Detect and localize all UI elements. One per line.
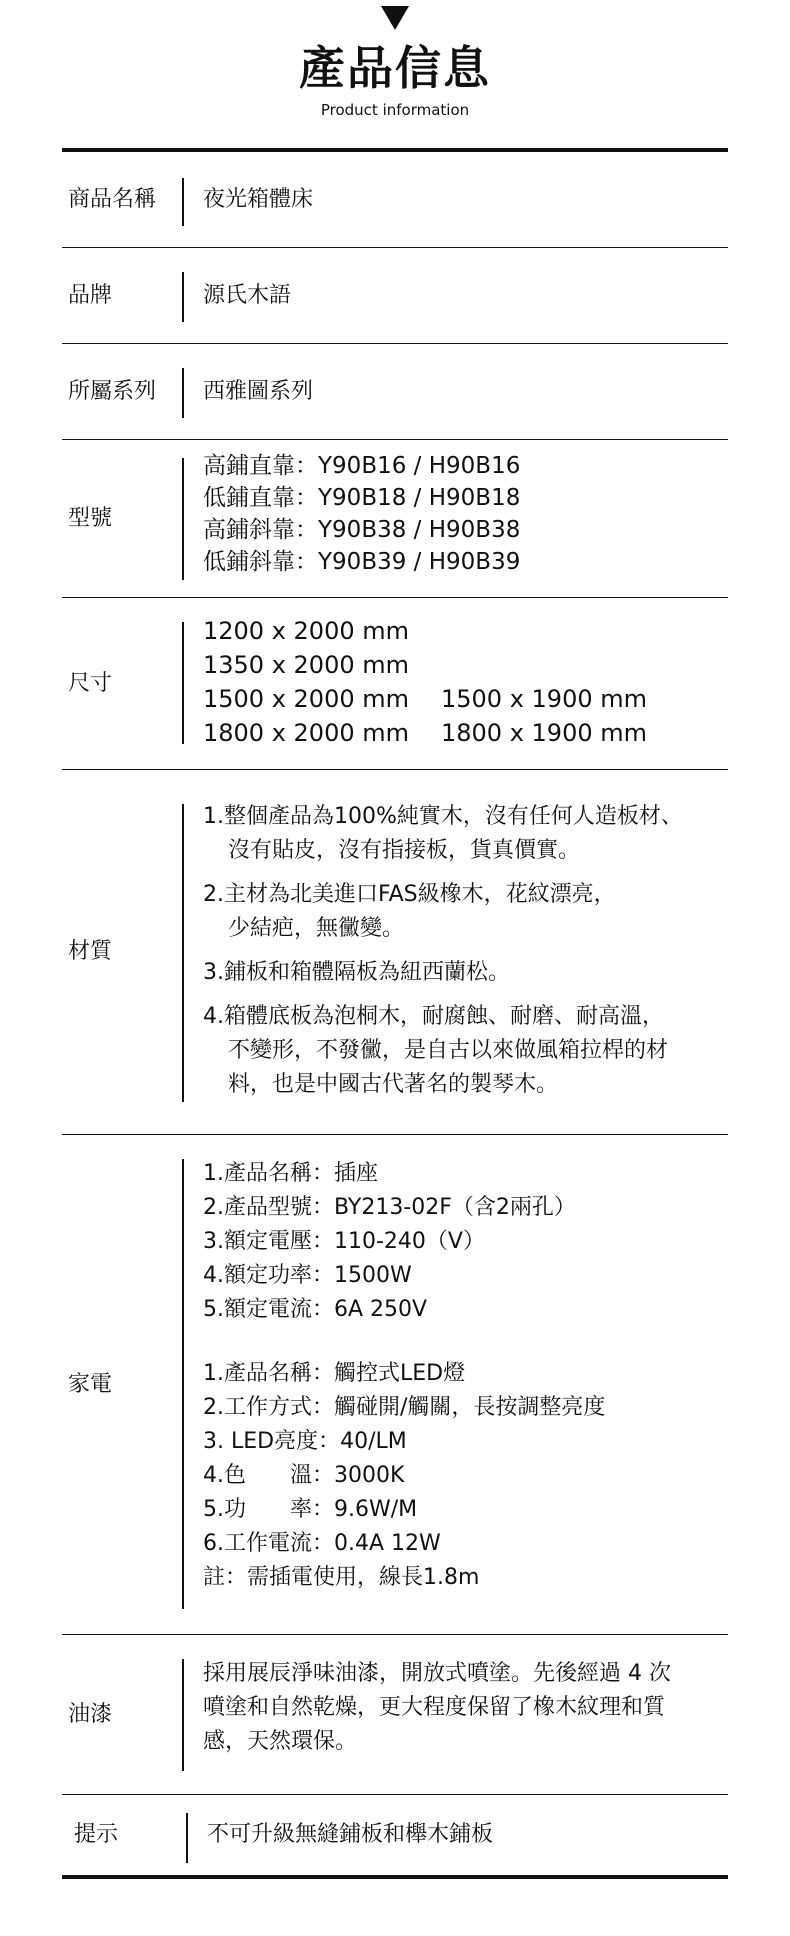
- row-value: [203, 1657, 671, 1759]
- appliance-line: 1.產品名稱：觸控式LED燈: [203, 1361, 466, 1386]
- product-info-table: [62, 148, 728, 1879]
- material-text: 不變形，不發黴，是自古以來做風箱拉桿的材: [228, 1038, 669, 1063]
- row-label: 材質: [68, 939, 113, 964]
- size-value: 1500 x 1900 mm: [441, 685, 648, 713]
- appliance-line: 4.色 溫：3000K: [203, 1463, 405, 1488]
- material-paragraph: [203, 1000, 683, 1102]
- divider: [182, 178, 184, 226]
- appliance-line: 6.工作電流：0.4A 12W: [203, 1531, 441, 1556]
- paint-line: 採用展辰淨味油漆，開放式噴塗。先後經過 4 次: [203, 1661, 671, 1686]
- appliance-line: 5.功 率：9.6W/M: [203, 1497, 418, 1522]
- row-size: [62, 598, 728, 770]
- paint-line: 噴塗和自然乾燥，更大程度保留了橡木紋理和質: [203, 1695, 666, 1720]
- appliance-line: 2.產品型號：BY213-02F（含2兩孔）: [203, 1195, 576, 1220]
- row-value: [203, 1157, 605, 1595]
- material-text: 沒有貼皮，沒有指接板，貨真價實。: [228, 838, 581, 863]
- row-label: 品牌: [68, 282, 113, 308]
- appliance-line: 5.額定電流：6A 250V: [203, 1297, 428, 1322]
- divider: [182, 458, 184, 580]
- divider: [182, 272, 184, 322]
- size-value: 1800 x 1900 mm: [441, 719, 648, 747]
- size-line: [203, 682, 647, 716]
- material-text: 少結疤，無黴變。: [228, 916, 405, 941]
- appliance-line: 註：需插電使用，線長1.8m: [203, 1565, 480, 1590]
- appliance-line: 2.工作方式：觸碰開/觸關，長按調整亮度: [203, 1395, 606, 1420]
- divider: [182, 1159, 184, 1609]
- material-text: 2.主材為北美進口FAS級橡木，花紋漂亮，: [203, 882, 616, 907]
- material-text: 料，也是中國古代著名的製琴木。: [228, 1072, 559, 1097]
- material-text: 4.箱體底板為泡桐木，耐腐蝕、耐磨、耐高溫，: [203, 1004, 664, 1029]
- row-value: 西雅圖系列: [203, 378, 314, 404]
- paint-line: 感，天然環保。: [203, 1729, 358, 1754]
- divider: [186, 1813, 188, 1863]
- down-arrow-icon: [381, 6, 409, 30]
- material-paragraph: [203, 956, 683, 990]
- model-line: 低鋪直靠：Y90B18 / H90B18: [203, 485, 521, 511]
- material-text: 1.整個產品為100%純實木，沒有任何人造板材、: [203, 804, 683, 829]
- model-line: 高鋪斜靠：Y90B38 / H90B38: [203, 517, 521, 543]
- row-product-name: [62, 152, 728, 248]
- row-value: 夜光箱體床: [203, 186, 314, 212]
- material-text: 3.鋪板和箱體隔板為紐西蘭松。: [203, 960, 510, 985]
- size-value: 1500 x 2000 mm: [203, 685, 410, 713]
- model-line: 低鋪斜靠：Y90B39 / H90B39: [203, 549, 521, 575]
- row-material: [62, 770, 728, 1135]
- row-paint: [62, 1635, 728, 1795]
- row-value: [203, 614, 647, 750]
- size-line: 1350 x 2000 mm: [203, 651, 410, 679]
- row-value: [203, 450, 520, 578]
- row-tip: [62, 1795, 728, 1879]
- row-label: 提示: [74, 1822, 119, 1847]
- row-label: 尺寸: [68, 670, 113, 696]
- row-series: [62, 344, 728, 440]
- row-brand: [62, 248, 728, 344]
- divider: [182, 804, 184, 1102]
- size-line: 1200 x 2000 mm: [203, 617, 410, 645]
- appliance-line: 4.額定功率：1500W: [203, 1263, 412, 1288]
- row-value: 源氏木語: [203, 282, 292, 308]
- row-value: [203, 800, 683, 1112]
- row-model: [62, 440, 728, 598]
- divider: [182, 368, 184, 418]
- material-paragraph: [203, 878, 683, 946]
- page-title: 產品信息: [299, 41, 491, 95]
- header: [0, 0, 790, 130]
- divider: [182, 622, 184, 744]
- divider: [182, 1659, 184, 1771]
- appliance-line: 3.額定電壓：110-240（V）: [203, 1229, 485, 1254]
- appliance-line: 3. LED亮度：40/LM: [203, 1429, 407, 1454]
- row-label: 商品名稱: [68, 186, 157, 212]
- row-appliance: [62, 1135, 728, 1635]
- size-value: 1800 x 2000 mm: [203, 719, 410, 747]
- material-paragraph: [203, 800, 683, 868]
- row-label: 所屬系列: [68, 378, 157, 404]
- appliance-line: 1.產品名稱：插座: [203, 1161, 378, 1186]
- row-label: 油漆: [68, 1701, 113, 1727]
- row-value: 不可升級無縫鋪板和櫸木鋪板: [207, 1822, 494, 1847]
- row-label: 型號: [68, 505, 113, 531]
- model-line: 高鋪直靠：Y90B16 / H90B16: [203, 453, 521, 479]
- size-line: [203, 716, 647, 750]
- page-subtitle: Product information: [320, 101, 470, 119]
- row-label: 家電: [68, 1371, 113, 1397]
